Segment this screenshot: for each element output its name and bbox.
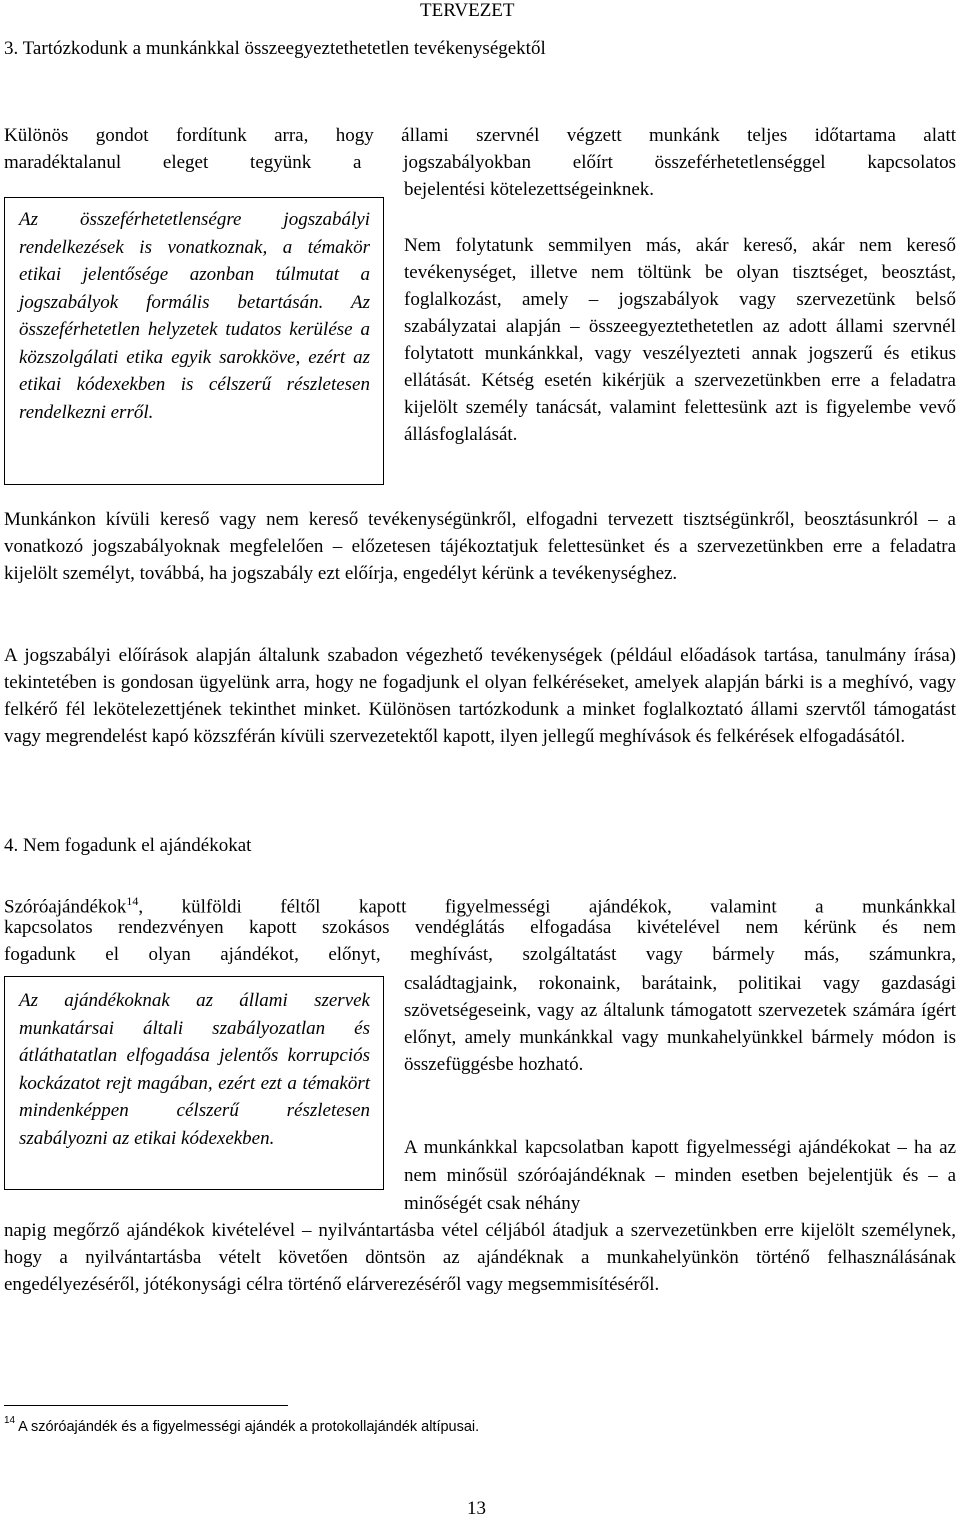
section-4-intro-line-1 <box>4 889 956 919</box>
page-number: 13 <box>467 1498 486 1519</box>
section-3-title: 3. Tartózkodunk a munkánkkal összeegyeztethetetlen tevékenységektől <box>4 38 546 59</box>
sidebar-box-gifts <box>4 976 384 1190</box>
document-header: TERVEZET <box>420 0 515 21</box>
section-4-right-column-1: családtagjaink, rokonaink, barátaink, politikai vagy gazdasági szövetségeseink, vagy az általunk támogatott szervezetek számára ígért előnyt, amely munkánkkal vagy munkahelyünkkel bármely módon is összefüggésbe hozható. <box>404 973 956 1075</box>
section-4-intro-rest: , külföldi féltől kapott figyelmességi ajándékok, valamint a munkánkkal <box>138 896 956 918</box>
section-4-intro-lead: Szóróajándékok <box>4 896 127 918</box>
section-4-right-column-2: A munkánkkal kapcsolatban kapott figyelmességi ajándékokat – ha az nem minősül szóróajándéknak – minden esetben bejelentjük és – a minőségét csak néhány <box>404 1137 956 1214</box>
footnote-divider <box>4 1405 288 1406</box>
section-3-paragraph-3: A jogszabályi előírások alapján általunk szabadon végezhető tevékenységek (például előadások tartása, tanulmány írása) tekintetében is gondosan ügyelünk arra, hogy ne fogadjunk el olyan felkéréseket, amelyek alapján bárki is a meghívó, vagy felkérő fél lekötelezettjének tekinthet minket. Különösen tartózkodunk a minket foglalkoztató állami szervtől támogatást vagy megrendelést kapó közszférán kívüli szervezetektől kapott, ilyen jellegű meghívások és felkérések elfogadásától. <box>4 645 956 747</box>
footnote-number: 14 <box>4 1415 16 1426</box>
section-4-intro-line-3: fogadunk el olyan ajándékot, előnyt, meghívást, szolgáltatást vagy bármely más, számunkra, <box>4 944 956 965</box>
section-3-right-column: Nem folytatunk semmilyen más, akár kereső, akár nem kereső tevékenységet, illetve nem töltünk be olyan tisztséget, beosztást, foglalkozást, amely – jogszabályok vagy szervezetünk belső szabályzatai alapján – összeegyeztethetetlen az adott állami szervnél folytatott munkánkkal, vagy veszélyezteti annak jogszerű és etikus ellátását. Kétség esetén kikérjük a szervezetünkben erre a feladatra kijelölt személy tanácsát, valamint felettesünk azt is figyelembe vevő állásfoglalását. <box>404 235 956 445</box>
section-4-intro-line-2: kapcsolatos rendezvényen kapott szokásos vendéglátás elfogadása kivételével nem kérünk és nem <box>4 917 956 938</box>
section-3-intro-line-1: Különös gondot fordítunk arra, hogy állami szervnél végzett munkánk teljes időtartama alatt <box>4 125 956 146</box>
section-3-intro-line-2: maradéktalanul eleget tegyünk a jogszabályokban előírt összeférhetetlenséggel kapcsolatos <box>4 152 956 173</box>
section-3-paragraph-2: Munkánkon kívüli kereső vagy nem kereső tevékenységünkről, elfogadni tervezett tisztségünkről, beosztásunkról – a vonatkozó jogszabályoknak megfelelően – előzetesen tájékoztatjuk felettesünket és a szervezetünkben erre a feladatra kijelölt személyt, továbbá, ha jogszabály ezt előírja, engedélyt kérünk a tevékenységhez. <box>4 509 956 584</box>
section-4-closing-paragraph: napig megőrző ajándékok kivételével – nyilvántartásba vétel céljából átadjuk a szervezetünkben erre kijelölt személynek, hogy a nyilvántartásba vételt követően döntsön az ajándéknak a munkahelyünkön történő felhasználásának engedélyezéséről, jótékonysági célra történő elárverezéséről vagy megsemmisítéséről. <box>4 1220 956 1295</box>
footnote-reference: 14 <box>126 894 139 908</box>
section-4-title: 4. Nem fogadunk el ajándékokat <box>4 835 252 856</box>
section-3-intro-line-3: bejelentési kötelezettségeinknek. <box>404 179 655 200</box>
footnote <box>4 1415 480 1435</box>
sidebar-box-text: Az összeférhetetlenségre jogszabályi rendelkezések is vonatkoznak, a témakör etikai jelentősége azonban túlmutat a jogszabályok formális betartásán. Az összeférhetetlen helyzetek tudatos kerülése a közszolgálati etika egyik sarokköve, ezért az etikai kódexekben is célszerű részletesen rendelkezni erről. <box>19 209 370 423</box>
sidebar-box-conflict-of-interest <box>4 197 384 485</box>
footnote-text: A szóróajándék és a figyelmességi ajándék a protokollajándék altípusai. <box>18 1419 480 1435</box>
sidebar-box-text: Az ajándékoknak az állami szervek munkatársai általi szabályozatlan és átláthatatlan elfogadása jelentős korrupciós kockázatot rejt magában, ezért ezt a témakört mindenképpen célszerű részletesen szabályozni az etikai kódexekben. <box>19 990 370 1149</box>
